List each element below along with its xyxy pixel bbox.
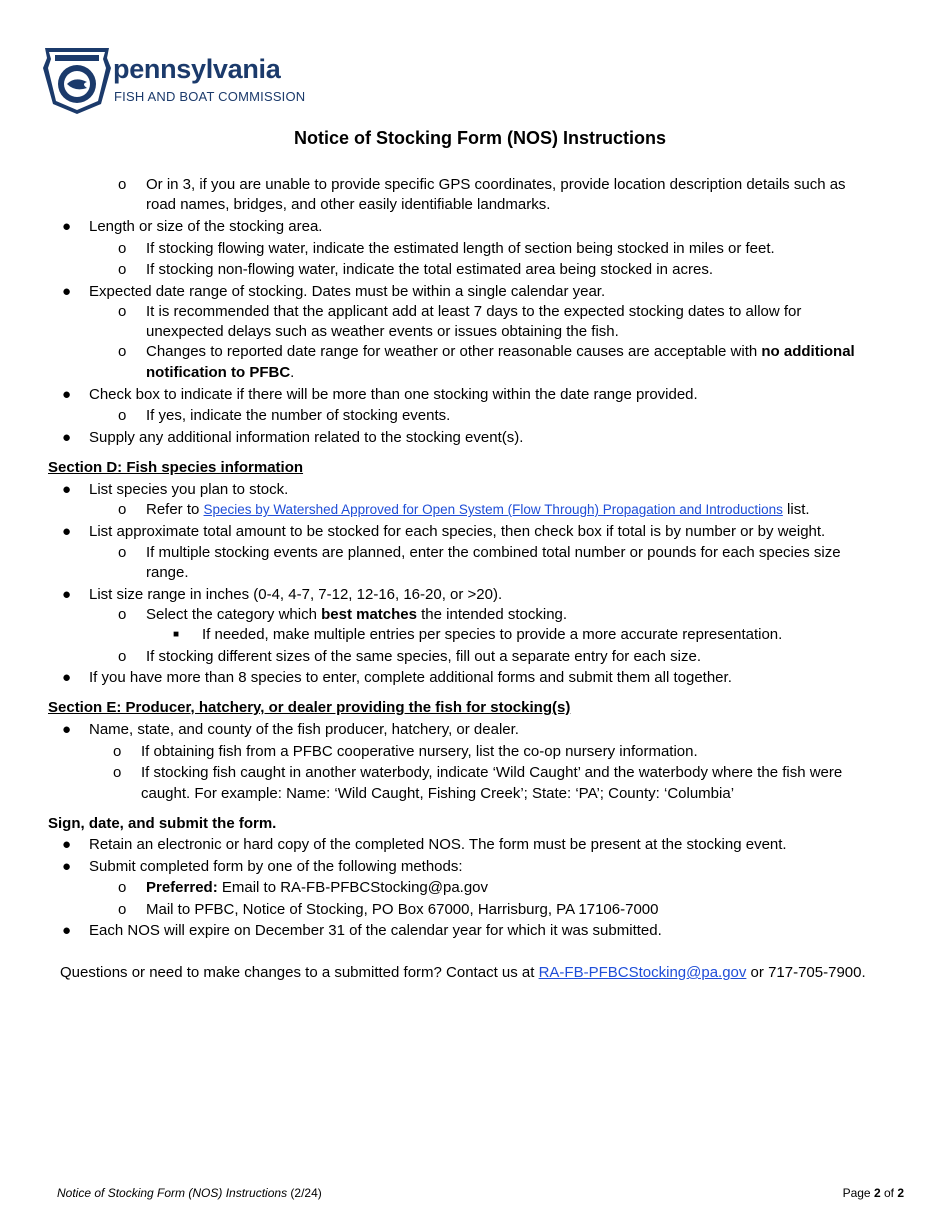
list-item — [146, 500, 810, 520]
bullet-circle: o — [113, 743, 122, 760]
bullet-circle: o — [118, 343, 127, 360]
text: Changes to reported date range for weather or other reasonable causes are acceptable with — [146, 343, 762, 360]
bullet-circle: o — [118, 176, 127, 193]
bold-text: notification to PFBC — [146, 364, 291, 381]
bullet-dot: ● — [62, 218, 72, 235]
logo-wordmark: pennsylvania — [113, 54, 281, 84]
bullet-dot: ● — [62, 429, 72, 446]
text: Select the category which — [146, 606, 322, 623]
species-watershed-link[interactable]: Species by Watershed Approved for Open System (Flow Through) Propagation and Introductions — [203, 502, 783, 517]
bold-text: best matches — [321, 606, 417, 623]
bullet-dot: ● — [62, 836, 72, 853]
bullet-circle: o — [118, 648, 127, 665]
list-item: Or in 3, if you are unable to provide specific GPS coordinates, provide location description details such as — [146, 176, 846, 193]
bullet-square: ■ — [173, 629, 180, 640]
contact-line — [60, 963, 866, 983]
bullet-dot: ● — [62, 669, 72, 686]
bullet-circle: o — [118, 407, 127, 424]
list-item: Supply any additional information related to the stocking event(s). — [89, 429, 524, 446]
list-item: Expected date range of stocking. Dates must be within a single calendar year. — [89, 283, 606, 300]
bold-text: no additional — [761, 343, 855, 360]
keystone-seal-icon — [41, 44, 113, 116]
list-item: If needed, make multiple entries per species to provide a more accurate representation. — [202, 626, 783, 643]
list-item: If yes, indicate the number of stocking events. — [146, 407, 451, 424]
text: . — [290, 364, 295, 381]
bullet-circle: o — [118, 501, 127, 518]
list-item: List size range in inches (0-4, 4-7, 7-12, 12-16, 16-20, or >20). — [89, 586, 503, 603]
bullet-dot: ● — [62, 586, 72, 603]
list-item: Each NOS will expire on December 31 of the calendar year for which it was submitted. — [89, 922, 662, 939]
bullet-circle: o — [118, 901, 127, 918]
text: Questions or need to make changes to a submitted form? Contact us at — [60, 964, 539, 981]
total-pages: 2 — [897, 1186, 904, 1200]
footer-date: (2/24) — [287, 1186, 322, 1200]
bullet-dot: ● — [62, 922, 72, 939]
list-item: Length or size of the stocking area. — [89, 218, 323, 235]
list-item: Mail to PFBC, Notice of Stocking, PO Box 67000, Harrisburg, PA 17106-7000 — [146, 901, 659, 918]
list-item: If stocking flowing water, indicate the estimated length of section being stocked in miles or feet. — [146, 240, 775, 257]
logo-subtitle: FISH AND BOAT COMMISSION — [114, 89, 306, 104]
current-page: 2 — [873, 1186, 881, 1200]
text: of — [880, 1186, 898, 1200]
bullet-dot: ● — [62, 481, 72, 498]
bullet-circle: o — [118, 606, 127, 623]
bullet-circle: o — [118, 303, 127, 320]
list-item: Check box to indicate if there will be more than one stocking within the date range provided. — [89, 386, 698, 403]
list-item: Retain an electronic or hard copy of the completed NOS. The form must be present at the stocking event. — [89, 836, 787, 853]
list-item: It is recommended that the applicant add at least 7 days to the expected stocking dates to allow for — [146, 303, 802, 320]
text: or 717-705-7900. — [746, 964, 866, 981]
list-item: Name, state, and county of the fish producer, hatchery, or dealer. — [89, 721, 519, 738]
bullet-dot: ● — [62, 523, 72, 540]
text: the intended stocking. — [416, 606, 568, 623]
bullet-dot: ● — [62, 283, 72, 300]
bullet-circle: o — [113, 764, 122, 781]
bullet-circle: o — [118, 879, 127, 896]
list-item: If multiple stocking events are planned, enter the combined total number or pounds for each species size — [146, 544, 841, 561]
list-item: List approximate total amount to be stocked for each species, then check box if total is by number or by weight. — [89, 523, 826, 540]
list-item: Submit completed form by one of the following methods: — [89, 858, 463, 875]
footer-title: Notice of Stocking Form (NOS) Instructions — [57, 1186, 288, 1200]
list-item: If stocking non-flowing water, indicate the total estimated area being stocked in acres. — [146, 261, 713, 278]
list-item: If obtaining fish from a PFBC cooperative nursery, list the co-op nursery information. — [141, 743, 698, 760]
bullet-circle: o — [118, 544, 127, 561]
bullet-dot: ● — [62, 386, 72, 403]
list-item — [146, 342, 855, 362]
bullet-dot: ● — [62, 858, 72, 875]
pfbc-logo — [41, 44, 311, 116]
page-number — [843, 1186, 904, 1200]
bullet-circle: o — [118, 261, 127, 278]
list-item: range. — [146, 564, 189, 581]
list-item — [146, 605, 567, 625]
list-item: caught. For example: Name: ‘Wild Caught, Fishing Creek’; State: ‘PA’; County: ‘Columbia’ — [141, 785, 735, 802]
sign-heading: Sign, date, and submit the form. — [48, 815, 277, 832]
list-item: If stocking different sizes of the same species, fill out a separate entry for each size. — [146, 648, 701, 665]
text: Email to RA-FB-PFBCStocking@pa.gov — [217, 879, 489, 896]
list-item: road names, bridges, and other easily identifiable landmarks. — [146, 196, 551, 213]
bullet-dot: ● — [62, 721, 72, 738]
section-e-heading: Section E: Producer, hatchery, or dealer providing the fish for stocking(s) — [48, 699, 571, 716]
text: Page — [842, 1186, 874, 1200]
list-item: List species you plan to stock. — [89, 481, 289, 498]
footer-form-name — [57, 1186, 322, 1200]
text: Refer to — [146, 501, 204, 518]
list-item — [146, 878, 488, 898]
list-item: If you have more than 8 species to enter, complete additional forms and submit them all together. — [89, 669, 732, 686]
text: list. — [782, 501, 810, 518]
section-d-heading: Section D: Fish species information — [48, 459, 304, 476]
contact-email-link[interactable]: RA-FB-PFBCStocking@pa.gov — [538, 964, 747, 981]
bold-text: Preferred: — [146, 879, 218, 896]
page-title: Notice of Stocking Form (NOS) Instructions — [293, 128, 666, 148]
bullet-circle: o — [118, 240, 127, 257]
list-item: unexpected delays such as weather events or issues obtaining the fish. — [146, 323, 619, 340]
list-item: If stocking fish caught in another waterbody, indicate ‘Wild Caught’ and the waterbody where the fish were — [141, 764, 843, 781]
list-item — [146, 363, 294, 383]
